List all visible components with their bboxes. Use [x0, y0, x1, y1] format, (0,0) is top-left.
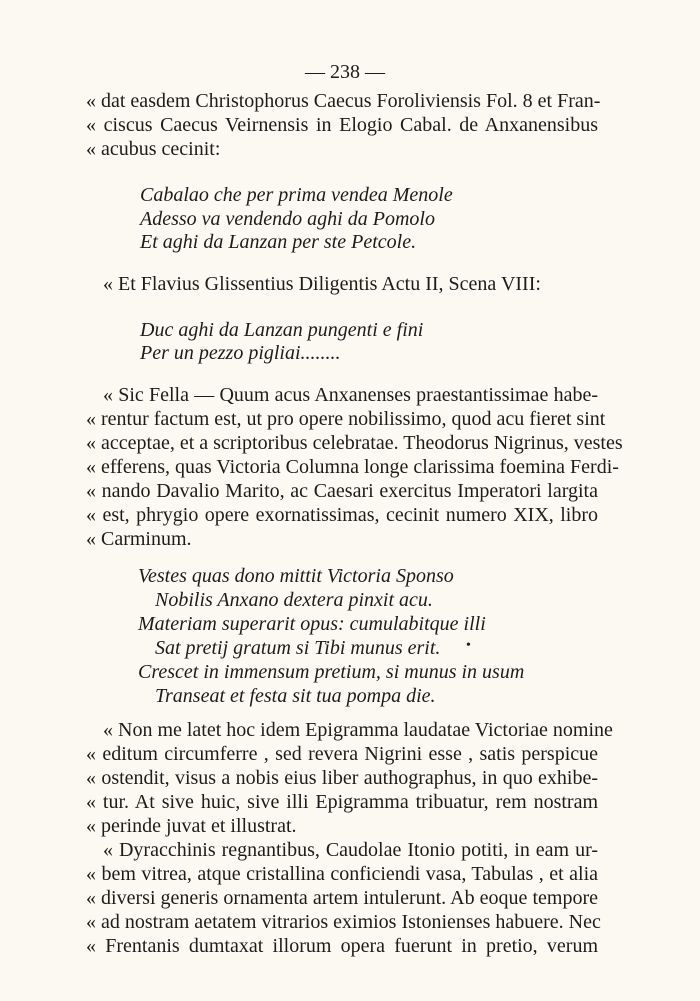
text-line: « Et Flavius Glissentius Diligentis Actu II, Scena VIII: [103, 273, 541, 295]
verse-line: Adesso va vendendo aghi da Pomolo [140, 208, 435, 230]
verse-line: Et aghi da Lanzan per ste Petcole. [140, 231, 417, 253]
text-line: « ad nostram aetatem vitrarios eximios Istonienses habuere. Nec [86, 911, 601, 933]
page-number: — 238 — [305, 61, 385, 83]
text-line: « acubus cecinit: [86, 138, 221, 160]
text-line: « est, phrygio opere exornatissimas, cecinit numero XIX, libro [86, 504, 598, 526]
text-line: « tur. At sive huic, sive illi Epigramma tribuatur, rem nostram [86, 791, 598, 813]
text-line: « acceptae, et a scriptoribus celebratae. Theodorus Nigrinus, vestes [86, 432, 623, 454]
verse-line: Duc aghi da Lanzan pungenti e fini [140, 319, 424, 341]
text-line: « ostendit, visus a nobis eius liber authographus, in quo exhibe- [86, 767, 598, 789]
text-line: « Frentanis dumtaxat illorum opera fuerunt in pretio, verum [86, 935, 598, 957]
text-line: « Sic Fella — Quum acus Anxanenses praestantissimae habe- [103, 384, 598, 406]
text-line: « nando Davalio Marito, ac Caesari exercitus Imperatori largita [86, 480, 598, 502]
text-line: « efferens, quas Victoria Columna longe clarissima foemina Ferdi- [86, 456, 619, 478]
verse-line: Per un pezzo pigliai........ [140, 342, 341, 364]
text-line: « Carminum. [86, 528, 192, 550]
ink-speck: • [466, 638, 471, 653]
verse-line: Cabalao che per prima vendea Menole [140, 184, 453, 206]
text-line: « ciscus Caecus Veirnensis in Elogio Cabal. de Anxanensibus [86, 114, 598, 136]
verse-line: Sat pretij gratum si Tibi munus erit. [155, 637, 441, 659]
verse-line: Materiam superarit opus: cumulabitque illi [138, 613, 486, 635]
text-line: « diversi generis ornamenta artem intulerunt. Ab eoque tempore [86, 887, 598, 909]
text-line: « editum circumferre , sed revera Nigrini esse , satis perspicue [86, 743, 598, 765]
verse-line: Nobilis Anxano dextera pinxit acu. [155, 589, 433, 611]
text-line: « bem vitrea, atque cristallina conficiendi vasa, Tabulas , et alia [86, 863, 598, 885]
verse-line: Vestes quas dono mittit Victoria Sponso [138, 565, 454, 587]
text-line: « Non me latet hoc idem Epigramma laudatae Victoriae nomine [103, 719, 613, 741]
text-line: « perinde juvat et illustrat. [86, 815, 297, 837]
text-line: « Dyracchinis regnantibus, Caudolae Itonio potiti, in eam ur- [103, 839, 598, 861]
text-line: « dat easdem Christophorus Caecus Foroliviensis Fol. 8 et Fran- [86, 90, 601, 112]
verse-line: Transeat et festa sit tua pompa die. [155, 685, 436, 707]
verse-line: Crescet in immensum pretium, si munus in usum [138, 661, 525, 683]
text-line: « rentur factum est, ut pro opere nobilissimo, quod acu fieret sint [86, 408, 606, 430]
